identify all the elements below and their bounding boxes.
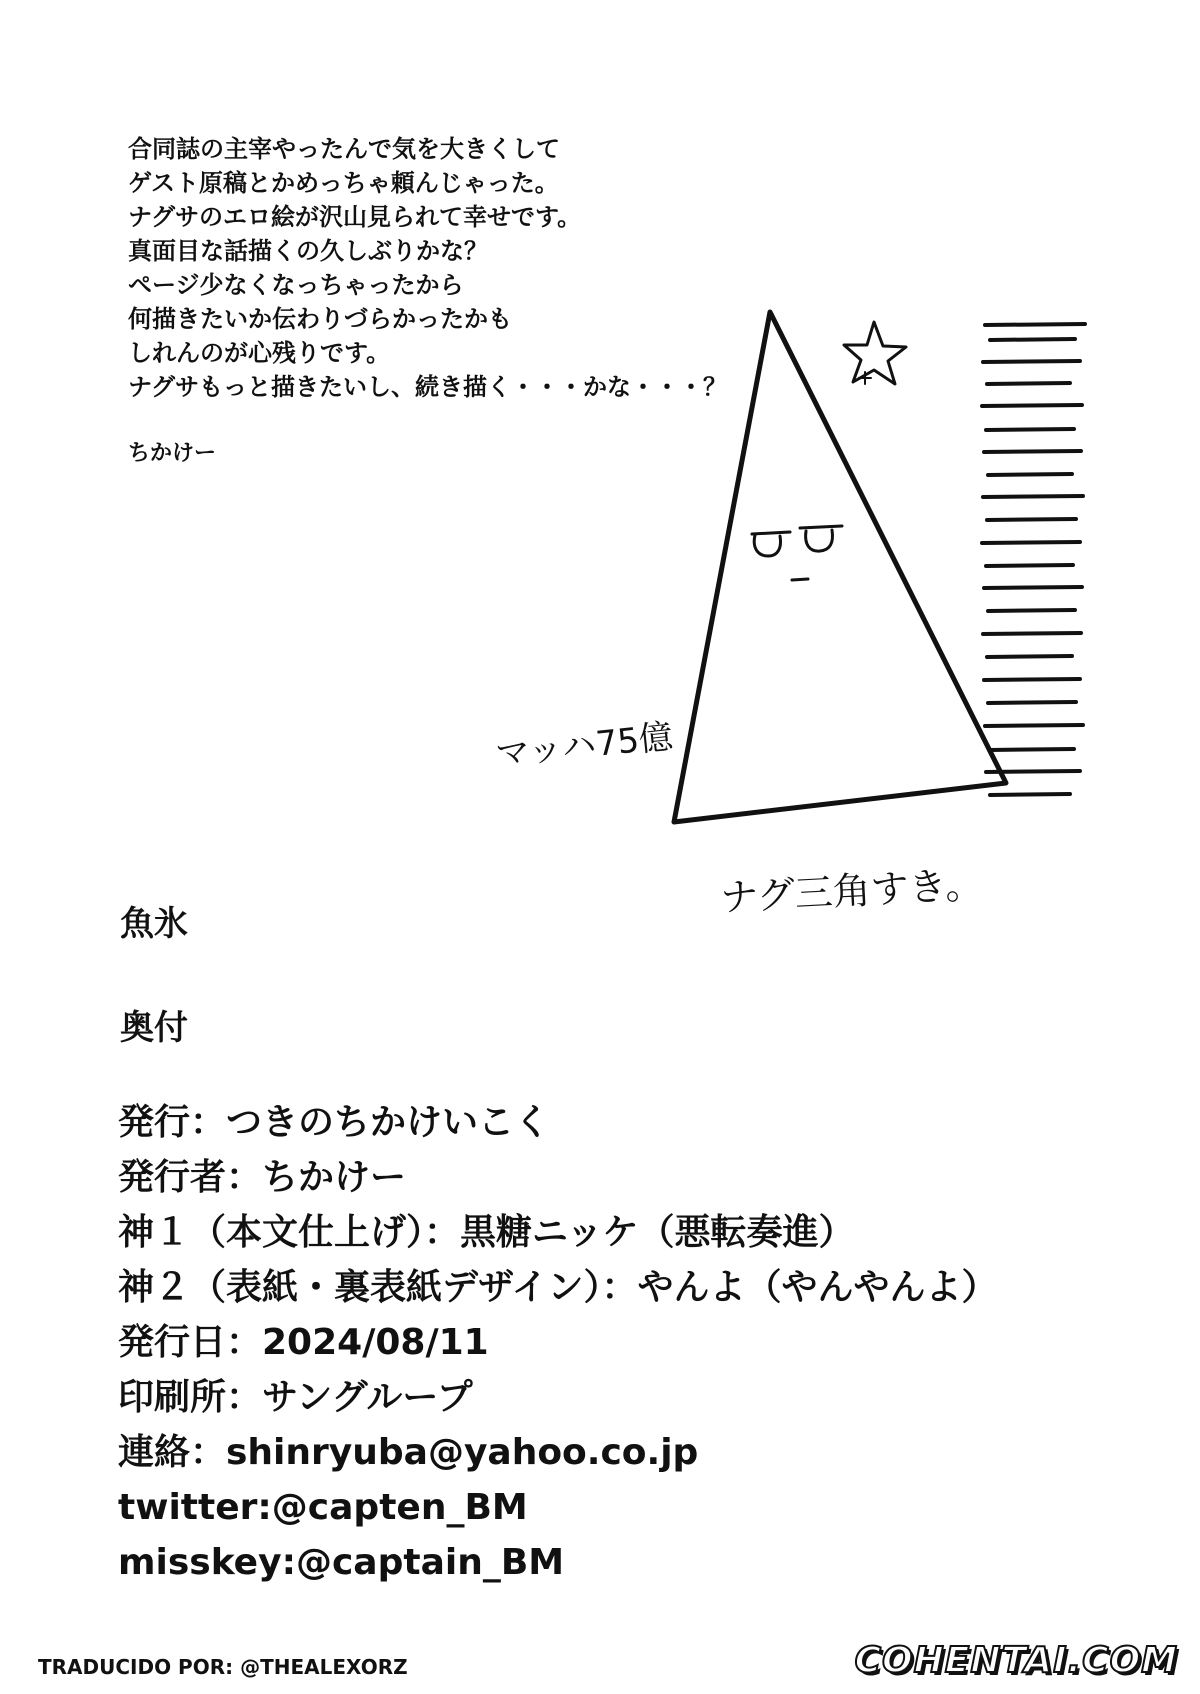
colophon-misskey: misskey:@captain_BM: [118, 1542, 565, 1583]
colophon-contact: 連絡：shinryuba@yahoo.co.jp: [118, 1432, 699, 1473]
colophon-printer: 印刷所：サングループ: [118, 1377, 473, 1418]
colophon-god-1: 神１（本文仕上げ）：黒糖ニッケ（悪転奏進）: [118, 1212, 855, 1253]
colophon-list: [118, 1095, 997, 1590]
afterword-line: ページ少なくなっちゃったから: [128, 271, 464, 299]
speed-lines: [982, 324, 1085, 795]
afterword-line: しれんのが心残りです。: [128, 339, 391, 367]
triangle-mouth: [792, 579, 808, 580]
triangle-eye-right: [806, 530, 833, 551]
translator-credit: TRADUCIDO POR: @THEALEXORZ: [38, 1655, 408, 1679]
colophon-god-2: 神２（表紙・裏表紙デザイン）：やんよ（やんやんよ）: [118, 1267, 998, 1308]
star-icon: [844, 322, 906, 384]
site-watermark: COHENTAI.COM: [854, 1640, 1178, 1681]
triangle-eye-right-line: [800, 526, 842, 528]
triangle-body: [674, 312, 1006, 822]
colophon-date: 発行日：2024/08/11: [118, 1322, 489, 1363]
afterword-line: 何描きたいか伝わりづらかったかも: [128, 305, 512, 333]
afterword-signature: ちかけー: [128, 441, 217, 466]
colophon-publisher: 発行：つきのちかけいこく: [118, 1102, 551, 1143]
colophon-twitter: twitter:@capten_BM: [118, 1487, 528, 1528]
afterword-line: 合同誌の主宰やったんで気を大きくして: [128, 135, 560, 163]
afterword-line: ナグサもっと描きたいし、続き描く・・・かな・・・？: [128, 373, 728, 401]
afterword-line: ナグサのエロ絵が沢山見られて幸せです。: [128, 203, 582, 231]
triangle-eye-left: [754, 535, 780, 556]
afterword-line: ゲスト原稿とかめっちゃ頼んじゃった。: [128, 169, 559, 197]
circle-name: 魚氷: [120, 904, 188, 944]
colophon-title: 奥付: [120, 1008, 188, 1048]
colophon-issuer: 発行者：ちかけー: [118, 1157, 407, 1198]
speed-note: マッハ75億: [493, 716, 675, 776]
triangle-eye-left-line: [752, 532, 790, 534]
doodle-caption: ナグ三角すき。: [719, 862, 985, 920]
afterword-line: 真面目な話描くの久しぶりかな？: [128, 237, 488, 265]
